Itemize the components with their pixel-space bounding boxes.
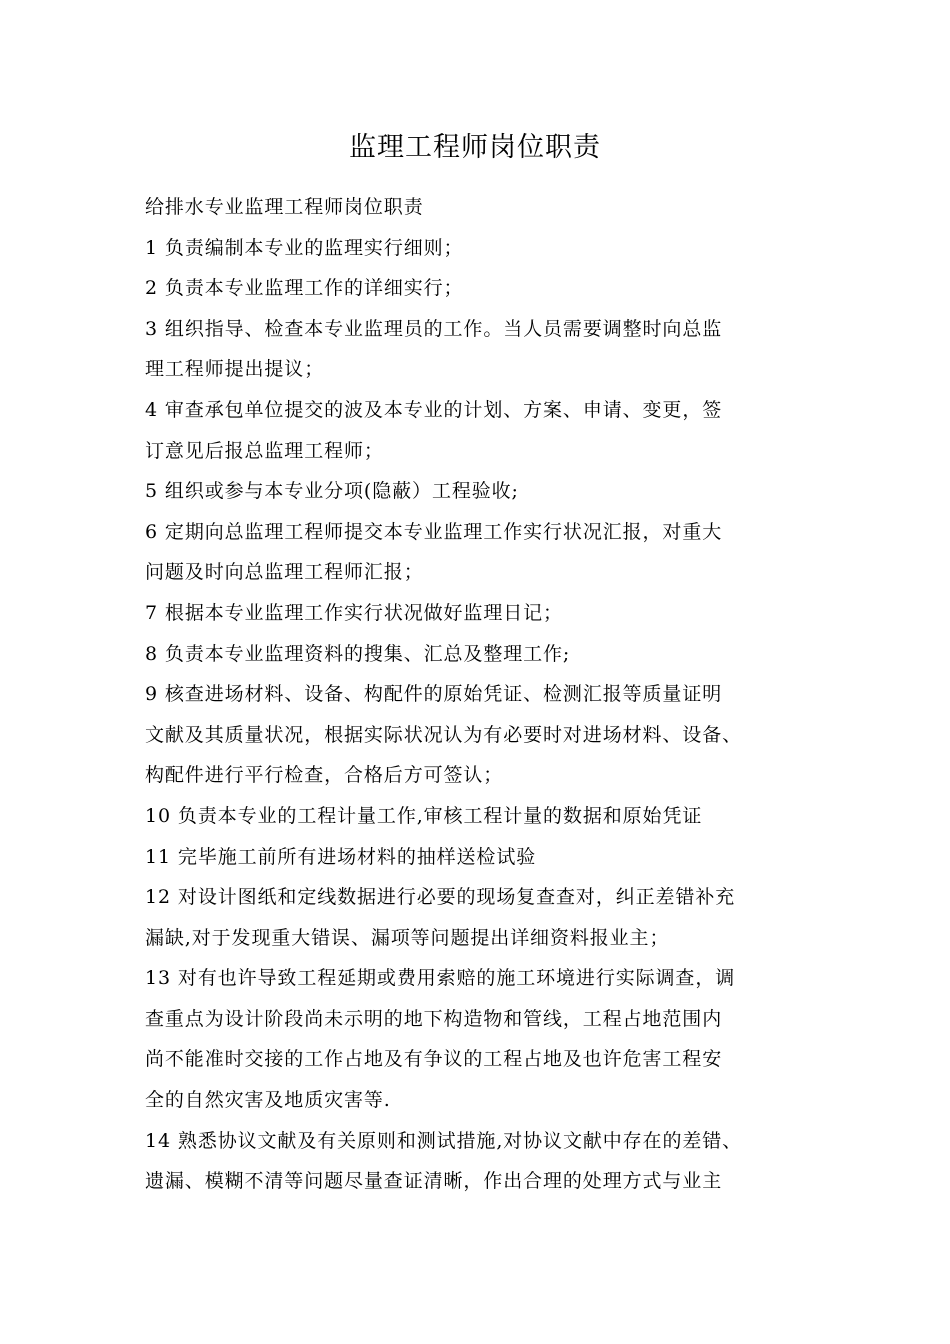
text-line: 3 组织指导、检查本专业监理员的工作。当人员需要调整时向总监 [145,317,723,340]
text-line: 订意见后报总监理工程师； [145,439,384,462]
document-title: 监理工程师岗位职责 [349,132,601,163]
text-line: 文献及其质量状况，根据实际状况认为有必要时对进场材料、设备、 [145,723,743,746]
text-line: 尚不能准时交接的工作占地及有争议的工程占地及也许危害工程安 [145,1048,723,1071]
text-line: 构配件进行平行检查，合格后方可签认； [145,764,504,787]
text-line: 6 定期向总监理工程师提交本专业监理工作实行状况汇报，对重大 [145,520,723,543]
text-line: 给排水专业监理工程师岗位职责 [145,196,424,218]
text-line: 14 熟悉协议文献及有关原则和测试措施,对协议文献中存在的差错、 [145,1129,743,1152]
text-line: 12 对设计图纸和定线数据进行必要的现场复查查对，纠正差错补充 [145,886,736,909]
text-line: 遗漏、模糊不清等问题尽量查证清晰，作出合理的处理方式与业主 [145,1170,723,1193]
text-line: 7 根据本专业监理工作实行状况做好监理日记； [145,601,563,624]
text-line: 4 审查承包单位提交的波及本专业的计划、方案、申请、变更，签 [145,398,723,421]
document-body [145,187,813,1202]
text-line: 全的自然灾害及地质灾害等. [145,1089,391,1112]
text-line: 13 对有也许导致工程延期或费用索赔的施工环境进行实际调查，调 [145,967,736,990]
text-line: 8 负责本专业监理资料的搜集、汇总及整理工作; [145,642,571,665]
text-line: 10 负责本专业的工程计量工作,审核工程计量的数据和原始凭证 [145,804,703,827]
text-line: 理工程师提出提议； [145,358,325,381]
text-line: 1 负责编制本专业的监理实行细则； [145,236,464,259]
text-line: 漏缺,对于发现重大错误、漏项等问题提出详细资料报业主； [145,926,670,949]
text-line: 11 完毕施工前所有进场材料的抽样送检试验 [145,845,537,868]
text-line: 5 组织或参与本专业分项(隐蔽）工程验收; [145,480,519,503]
text-line: 2 负责本专业监理工作的详细实行； [145,277,464,300]
text-line: 查重点为设计阶段尚未示明的地下构造物和管线，工程占地范围内 [145,1007,723,1030]
text-line: 问题及时向总监理工程师汇报； [145,561,424,584]
text-line: 9 核查进场材料、设备、构配件的原始凭证、检测汇报等质量证明 [145,683,723,706]
